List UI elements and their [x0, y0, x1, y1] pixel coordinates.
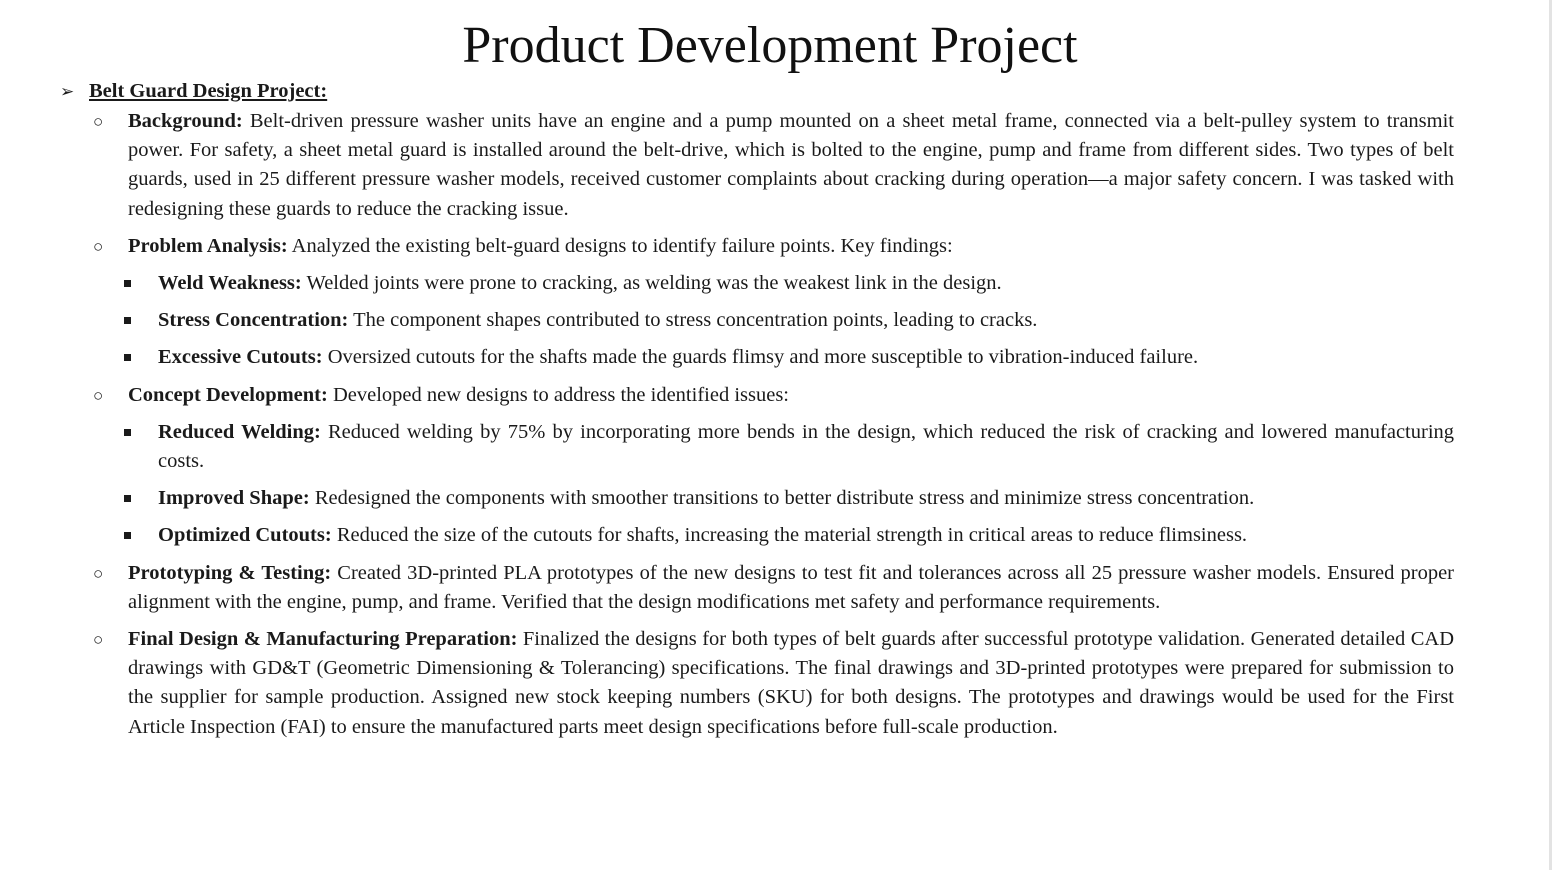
sub-item-label: Stress Concentration:: [158, 309, 349, 332]
sub-item-label: Weld Weakness:: [158, 272, 302, 295]
item-text: Finalized the designs for both types of belt guards after successful prototype validation. Generated detailed CAD drawings with GD&T (Geometric Dimensioning & Tolerancing) specifications. The final drawings and 3D-printed prototypes were prepared for submission to the supplier for sample production. Assigned new stock keeping numbers (SKU) for both designs. The prototypes and drawings would be used for the First Article Inspection (FAI) to ensure the manufactured parts meet design specifications before full-scale production.: [128, 628, 1454, 738]
circle-bullet-icon: ○: [93, 112, 104, 131]
sub-item-text: Reduced the size of the cutouts for shafts, increasing the material strength in critical areas to reduce flimsiness.: [331, 524, 1248, 547]
sub-item-label: Improved Shape:: [158, 487, 310, 510]
sub-item-improved-shape: [60, 484, 1454, 513]
circle-bullet-icon: ○: [93, 563, 104, 583]
list-item-prototyping-testing: [60, 559, 1454, 617]
square-bullet-icon: [124, 495, 131, 502]
item-label: Background:: [128, 110, 243, 132]
sub-item-text: The component shapes contributed to stress concentration points, leading to cracks.: [348, 309, 1038, 332]
circle-bullet-icon: ○: [93, 385, 104, 405]
sub-item-label: Excessive Cutouts:: [158, 346, 323, 369]
list-item-final-design: [60, 625, 1454, 742]
list-item-problem-analysis: [60, 232, 1454, 261]
section-heading: [60, 77, 1454, 107]
sub-item-text: Welded joints were prone to cracking, as welding was the weakest link in the design.: [301, 272, 1002, 295]
item-text: Analyzed the existing belt-guard designs to identify failure points. Key findings:: [287, 234, 953, 257]
square-bullet-icon: [124, 429, 131, 436]
square-bullet-icon: [124, 354, 131, 361]
square-bullet-icon: [124, 317, 131, 324]
list-item-concept-development: [60, 381, 1454, 410]
list-item-background: [60, 107, 1454, 224]
item-label: Final Design & Manufacturing Preparation:: [128, 628, 518, 651]
circle-bullet-icon: ○: [93, 630, 104, 650]
sub-item-weld-weakness: [60, 269, 1454, 298]
circle-bullet-icon: ○: [93, 236, 104, 256]
section-title: Belt Guard Design Project:: [89, 80, 328, 102]
item-text: Developed new designs to address the identified issues:: [327, 383, 789, 406]
sub-item-label: Reduced Welding:: [158, 420, 321, 443]
page-title: Product Development Project: [462, 17, 1078, 74]
item-text: Belt-driven pressure washer units have an engine and a pump mounted on a sheet metal frame, connected via a belt-pulley system to transmit power. For safety, a sheet metal guard is installed around the belt-drive, which is bolted to the engine, pump and frame from different sides. Two types of belt guards, used in 25 different pressure washer models, received customer complaints about cracking during operation—a major safety concern. I was tasked with redesigning these guards to reduce the cracking issue.: [128, 110, 1454, 220]
item-text: Created 3D-printed PLA prototypes of the new designs to test fit and tolerances across all 25 pressure washer models. Ensured proper alignment with the engine, pump, and frame. Verified that the design modifications met safety and performance requirements.: [128, 561, 1455, 613]
sub-item-label: Optimized Cutouts:: [158, 524, 332, 547]
sub-item-stress-concentration: [60, 306, 1454, 335]
document-body: [60, 77, 1454, 742]
sub-item-optimized-cutouts: [60, 521, 1454, 550]
sub-item-excessive-cutouts: [60, 343, 1454, 372]
sub-item-text: Oversized cutouts for the shafts made the guards flimsy and more susceptible to vibration-induced failure.: [322, 346, 1199, 369]
item-label: Prototyping & Testing:: [128, 561, 332, 584]
sub-item-reduced-welding: [60, 418, 1454, 476]
sub-item-text: Reduced welding by 75% by incorporating more bends in the design, which reduced the risk of cracking and lowered manufacturing costs.: [158, 420, 1455, 473]
item-label: Problem Analysis:: [128, 234, 288, 257]
sub-item-text: Redesigned the components with smoother transitions to better distribute stress and minimize stress concentration.: [309, 487, 1255, 510]
square-bullet-icon: [124, 280, 131, 287]
arrow-bullet-icon: ➢: [60, 82, 75, 101]
square-bullet-icon: [124, 532, 131, 539]
item-label: Concept Development:: [128, 383, 328, 406]
